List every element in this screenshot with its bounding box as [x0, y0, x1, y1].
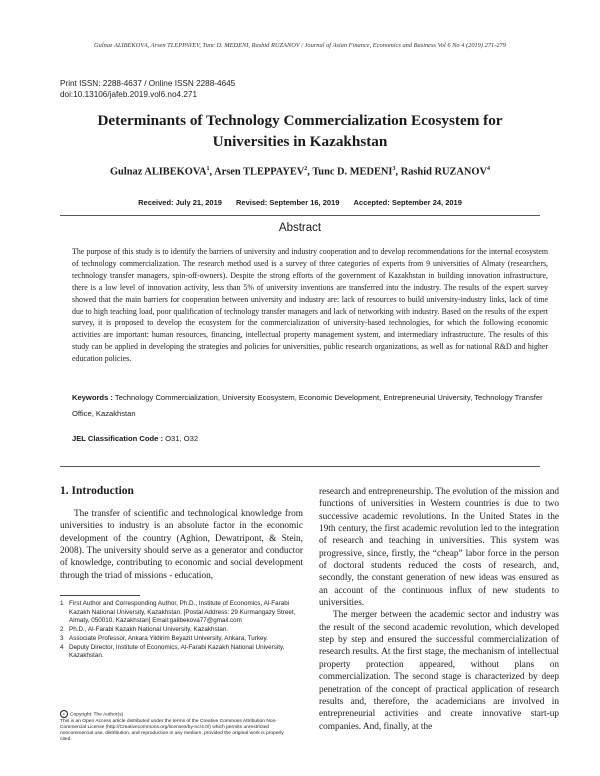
copyright-line: Copyright: The Author(s) [70, 712, 124, 718]
footnote-text: First Author and Corresponding Author, Ph.D., Institute of Economics, Al-Farabi Kazakh National University, Kazakhstan. [Postal Address: 29 Kurmangazy Street, Almaty, 050010, Kazakhstan] Email:galibekova77@gmail.com [69, 600, 296, 625]
keywords-text: Technology Commercialization, University Ecosystem, Economic Development, Entrepreneurial University, Technology Transfer Office, Kazakhstan [72, 393, 543, 418]
divider [60, 466, 540, 467]
author-affiliation-marker: 2 [304, 166, 308, 172]
issn-line: Print ISSN: 2288-4637 / Online ISSN 2288-4645 [60, 79, 236, 88]
paper-title: Determinants of Technology Commercialization Ecosystem for Universities in Kazakhstan [97, 112, 503, 150]
right-column [319, 486, 559, 733]
revised-date: Revised: September 16, 2019 [236, 198, 340, 207]
abstract-text: The purpose of this study is to identify the barriers of university and industry cooperation and to develop recommendations for the internal ecosystem of technology commercialization. The research method used is a survey of three categories of experts from 9 universities of Almaty (researchers, technology transfer managers, spin-off-owners). Despite the strong efforts of the government of Kazakhstan in building innovation infrastructure, there is a low level of innovation activity, less than 5% of university inventions are transferred into the industry. The results of the expert survey showed that the main barriers for cooperation between university and industry are: lack of resources to build university-industry links, lack of time due to high teaching load, poor qualification of technology transfer managers and lack of networking with industry. Based on the results of the expert survey, it is proposed to develop the ecosystem for the commercialization of university-based technologies, for which the following economic activities are important: human resources, financing, intellectual property management system, and intermediary infrastructure. The results of this study can be applied in developing the strategies and policies for universities, public research organizations, as well as for national R&D and higher education policies. [72, 247, 548, 364]
author-affiliation-marker: 4 [487, 166, 491, 172]
license-text: This is an Open Access article distributed under the terms of the Creative Commons Attribution Non-Commercial License (http://Creativecommons.org/licenses/by-nc/4.0/) which permits unrestricted noncommercial use, distribution, and reproduction in any medium, provided the original work is properly cited. [60, 718, 284, 743]
author-affiliation-marker: 3 [392, 166, 396, 172]
footnote-text: Deputy Director, Institute of Economics, Al-Farabi Kazakh National University, Kazakhstan. [69, 643, 285, 660]
body-paragraph: The merger between the academic sector and industry was the result of the second academic revolution, which developed step by step and ensured the successful commercialization of research results. At the first stage, the mechanism of intellectual property protection appeared, without plans on commercialization. The second stage is characterized by deep penetration of the concept of practical application of research results and, therefore, the academicians are involved in entrepreneurial activities and create innovative start-up companies. And, finally, at the [319, 610, 559, 732]
footnote-number: 1 [60, 600, 64, 607]
submission-dates [60, 198, 540, 207]
keywords-label: Keywords : [72, 393, 113, 402]
jel-codes: O31, O32 [165, 434, 199, 443]
copyright-icon: c [60, 710, 68, 718]
author-name: Gulnaz ALIBEKOVA [109, 166, 207, 178]
footnote-number: 3 [60, 634, 64, 642]
footnote [60, 644, 300, 661]
footnote-number: 2 [60, 626, 64, 634]
received-date: Received: July 21, 2019 [138, 198, 222, 207]
publication-info [60, 78, 235, 100]
author-separator: , [395, 166, 401, 178]
left-column [60, 508, 303, 582]
abstract-heading: Abstract [278, 222, 322, 234]
footnote-number: 4 [60, 643, 64, 651]
running-head: Gulnaz ALIBEKOVA, Arsen TLEPPAYEV, Tunc D. MEDENI, Rashid RUZANOV / Journal of Asian Finance, Economics and Business Vol 6 No 4 (2019) 271-279 [94, 42, 506, 49]
footnote [60, 600, 300, 626]
license-notice [60, 710, 296, 743]
accepted-date: Accepted: September 24, 2019 [353, 198, 462, 207]
footnotes [60, 600, 300, 661]
author-list [60, 166, 540, 177]
footnote [60, 635, 300, 644]
footnote-divider [60, 595, 140, 596]
author-separator: , [209, 166, 215, 178]
footnote-text: Associate Professor, Ankara Yildirim Beyazit University, Ankara, Turkey. [69, 634, 268, 642]
doi-link[interactable]: doi:10.13106/jafeb.2019.vol6.no4.271 [60, 90, 198, 99]
author-name: Tunc D. MEDENI [312, 166, 393, 178]
jel-classification [72, 434, 548, 443]
footnote [60, 626, 300, 635]
section-heading: 1. Introduction [60, 485, 134, 497]
author-separator: , [307, 166, 313, 178]
keywords [72, 390, 548, 421]
footnote-text: Ph.D., Al-Farabi Kazakh National University, Kazakhstan. [69, 626, 229, 634]
body-paragraph: The transfer of scientific and technological knowledge from universities to industry is an absolute factor in the economic development of the country (Aghion, Dewatripont, & Stein, 2008). The university should serve as a generator and conductor of knowledge, contributing to economic and social development through the triad of missions - education, [60, 509, 303, 581]
jel-label: JEL Classification Code : [72, 434, 164, 443]
body-paragraph: research and entrepreneurship. The evolution of the mission and functions of universities in Western countries is due to two successive academic revolutions. In the United States in the 19th century, the first academic revolution led to the integration of research and teaching in universities. This system was progressive, since, firstly, the “cheap” labor force in the person of doctoral students reduced the costs of research, and, secondly, the constant generation of new ideas was ensured as an account of the continuous influx of new students to universities. [319, 487, 559, 609]
divider [60, 215, 540, 216]
author-affiliation-marker: 1 [206, 166, 210, 172]
author-name: Arsen TLEPPAYEV [214, 166, 305, 178]
author-name: Rashid RUZANOV [400, 166, 488, 178]
